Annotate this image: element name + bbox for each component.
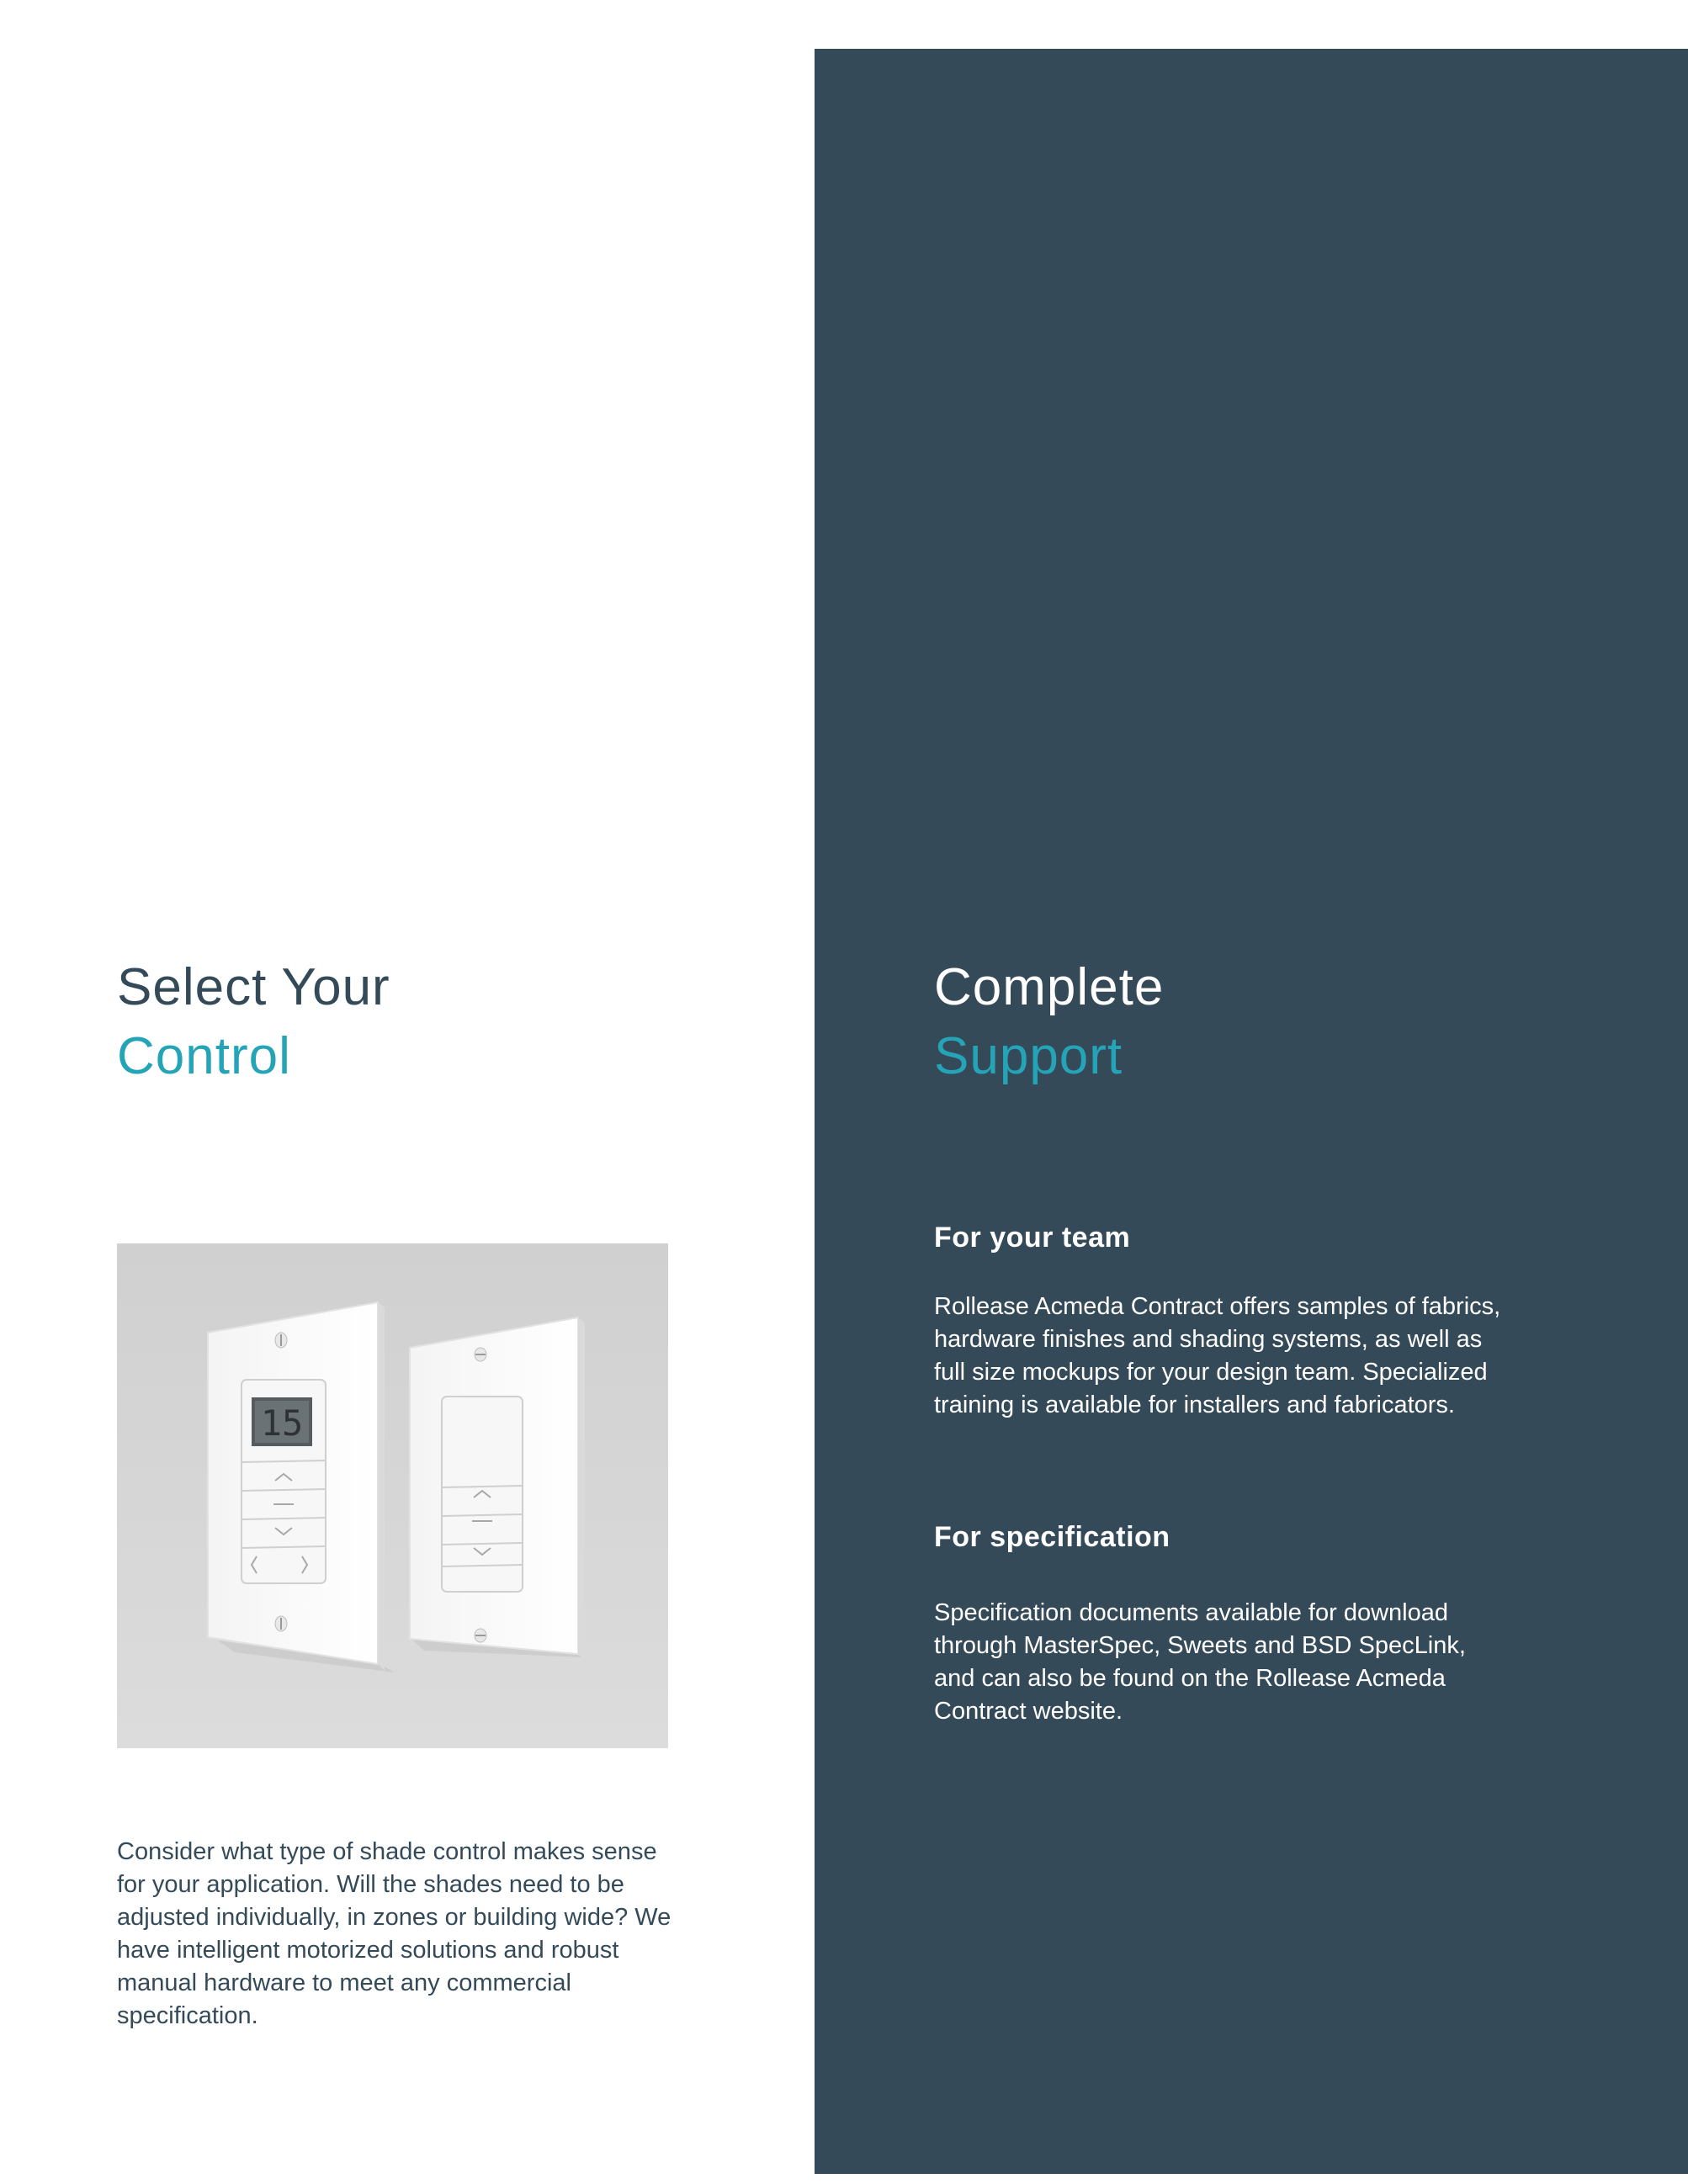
complete-support-heading <box>934 953 1164 1091</box>
keypad-display-value: 15 <box>260 1402 304 1444</box>
specification-description: Specification documents available for download through MasterSpec, Sweets and BSD SpecLink, and can also be found on the Rollease Acmeda Contract website. <box>934 1599 1466 1725</box>
manual-keypad-plate <box>410 1317 585 1661</box>
heading-line-1: Select Your <box>117 958 390 1016</box>
team-description: Rollease Acmeda Contract offers samples of fabrics, hardware finishes and shading systems, as well as full size mockups for your design team. Specialized training is available for installers and fabricators. <box>934 1293 1501 1418</box>
specification-subheading: For specification <box>934 1521 1170 1553</box>
heading-line-2: Support <box>934 1027 1123 1085</box>
digital-keypad-plate <box>208 1302 385 1671</box>
heading-line-2: Control <box>117 1027 291 1085</box>
select-control-heading <box>117 953 390 1091</box>
wall-control-photo <box>117 1243 668 1748</box>
team-subheading: For your team <box>934 1222 1131 1254</box>
heading-line-1: Complete <box>934 958 1165 1016</box>
control-description: Consider what type of shade control makes sense for your application. Will the shades need to be adjusted individually, in zones or building wide? We have intelligent motorized solutions and robust manual hardware to meet any commercial specification. <box>117 1838 671 2029</box>
support-panel <box>815 49 1688 2174</box>
